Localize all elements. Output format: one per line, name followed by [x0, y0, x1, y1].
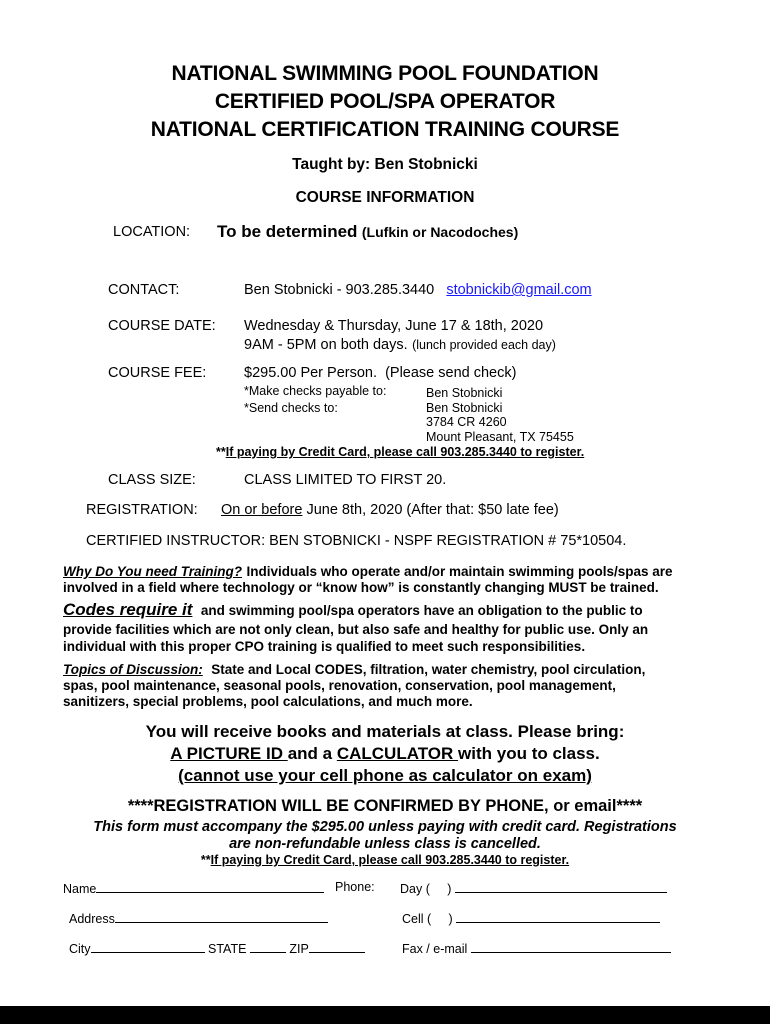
course-date-line-2: 9AM - 5PM on both days. [244, 337, 408, 353]
cell-phone-field[interactable] [402, 910, 660, 926]
state-label: STATE [208, 942, 247, 956]
topics-text-3: sanitizers, special problems, pool calculations, and much more. [63, 694, 473, 709]
day-label: Day ( [400, 882, 430, 896]
day-close: ) [447, 882, 452, 896]
address-line-3: Mount Pleasant, TX 75455 [426, 430, 574, 444]
topics-text-2: spas, pool maintenance, seasonal pools, renovation, conservation, pool management, [63, 678, 616, 693]
address-blank[interactable] [115, 910, 328, 923]
codes-text-2: provide facilities which are not only clean, but also safe and healthy for public use. Only an [63, 622, 649, 637]
fax-email-field[interactable] [402, 940, 671, 956]
form-note-line-1: This form must accompany the $295.00 unless paying with credit card. Registrations [93, 819, 677, 835]
credit-card-note [216, 445, 584, 459]
topics-text-1: State and Local CODES, filtration, water chemistry, pool circulation, [211, 662, 646, 677]
codes-text-3: individual with this proper CPO training is qualified to meet such responsibilities. [63, 639, 586, 654]
zip-blank[interactable] [309, 940, 365, 953]
instructor-line: CERTIFIED INSTRUCTOR: BEN STOBNICKI - NSPF REGISTRATION # 75*10504. [86, 533, 627, 549]
why-text-1: Individuals who operate and/or maintain swimming pools/spas are [246, 564, 673, 579]
cell-close: ) [448, 912, 453, 926]
contact-label: CONTACT: [108, 282, 180, 298]
course-date-note: (lunch provided each day) [412, 338, 556, 352]
phone-label: Phone: [335, 880, 375, 894]
credit-footer [0, 853, 770, 867]
why-text-2: involved in a field where technology or “know how” is constantly changing MUST be trained. [63, 580, 659, 595]
payable-to: Ben Stobnicki [426, 386, 503, 400]
course-fee-note: (Please send check) [385, 365, 517, 381]
state-blank[interactable] [250, 940, 286, 953]
section-heading: COURSE INFORMATION [295, 189, 475, 206]
cell-label: Cell ( [402, 912, 432, 926]
city-field[interactable] [69, 940, 365, 956]
contact-row [244, 282, 592, 298]
why-heading: Why Do You need Training? [63, 564, 243, 579]
course-date-label: COURSE DATE: [108, 318, 216, 334]
confirm-line: ****REGISTRATION WILL BE CONFIRMED BY PHONE, or email**** [127, 797, 643, 815]
title-line-3: NATIONAL CERTIFICATION TRAINING COURSE [150, 118, 620, 141]
city-label: City [69, 942, 91, 956]
topics-heading: Topics of Discussion: [63, 662, 203, 677]
bottom-edge-bar [0, 1006, 770, 1024]
course-fee-row [244, 365, 516, 381]
codes-text-1: and swimming pool/spa operators have an obligation to the public to [200, 603, 643, 618]
class-size-label: CLASS SIZE: [108, 472, 196, 488]
zip-label: ZIP [289, 942, 309, 956]
address-line-1: Ben Stobnicki [426, 401, 503, 415]
address-line-2: 3784 CR 4260 [426, 415, 507, 429]
title-line-1: NATIONAL SWIMMING POOL FOUNDATION [171, 62, 599, 85]
bring-picture-id: A PICTURE ID [170, 744, 288, 763]
codes-line-1 [63, 600, 643, 620]
bring-line-2 [0, 744, 770, 764]
registration-label: REGISTRATION: [86, 502, 198, 518]
class-size-value: CLASS LIMITED TO FIRST 20. [244, 472, 447, 488]
day-phone-blank[interactable] [455, 880, 667, 893]
location-value: To be determined [217, 222, 358, 241]
bring-calculator: CALCULATOR [336, 744, 459, 763]
bring-and-a: and a [287, 744, 337, 763]
name-field[interactable] [63, 880, 324, 896]
name-label: Name [63, 882, 97, 896]
contact-email-link[interactable]: stobnickib@gmail.com [446, 282, 592, 298]
course-fee-label: COURSE FEE: [108, 365, 207, 381]
address-label: Address [69, 912, 115, 926]
name-blank[interactable] [96, 880, 324, 893]
bring-line-1: You will receive books and materials at class. Please bring: [145, 722, 625, 741]
bring-line-3: (cannot use your cell phone as calculator on exam) [178, 766, 592, 785]
course-date-line-1: Wednesday & Thursday, June 17 & 18th, 2020 [244, 318, 544, 334]
course-date-line-2-row [244, 336, 556, 354]
location-row [217, 222, 518, 242]
city-blank[interactable] [91, 940, 205, 953]
credit-footer-prefix: ** [200, 853, 211, 867]
send-label: *Send checks to: [244, 401, 338, 415]
location-note: (Lufkin or Nacodoches) [361, 224, 519, 240]
payable-label: *Make checks payable to: [244, 384, 387, 398]
title-line-2: CERTIFIED POOL/SPA OPERATOR [214, 90, 556, 113]
cell-phone-blank[interactable] [456, 910, 660, 923]
registration-row [221, 502, 559, 518]
course-fee-value: $295.00 Per Person. [244, 365, 378, 381]
day-phone-field[interactable] [400, 880, 667, 896]
contact-value: Ben Stobnicki - 903.285.3440 [244, 282, 435, 298]
registration-deadline: June 8th, 2020 (After that: $50 late fee) [306, 502, 559, 518]
credit-card-prefix: ** [216, 445, 226, 459]
location-label: LOCATION: [113, 224, 191, 240]
registration-deadline-underlined: On or before [221, 502, 303, 518]
fax-email-blank[interactable] [471, 940, 671, 953]
codes-heading: Codes require it [63, 600, 193, 619]
fax-email-label: Fax / e-mail [402, 942, 468, 956]
credit-footer-text: If paying by Credit Card, please call 903.285.3440 to register. [210, 853, 570, 867]
bring-with-you: with you to class. [458, 744, 600, 763]
taught-by: Taught by: Ben Stobnicki [292, 156, 478, 173]
address-field[interactable] [69, 910, 328, 926]
form-note-line-2: are non-refundable unless class is cancelled. [229, 836, 541, 852]
credit-card-text: If paying by Credit Card, please call 903.285.3440 to register. [225, 445, 585, 459]
